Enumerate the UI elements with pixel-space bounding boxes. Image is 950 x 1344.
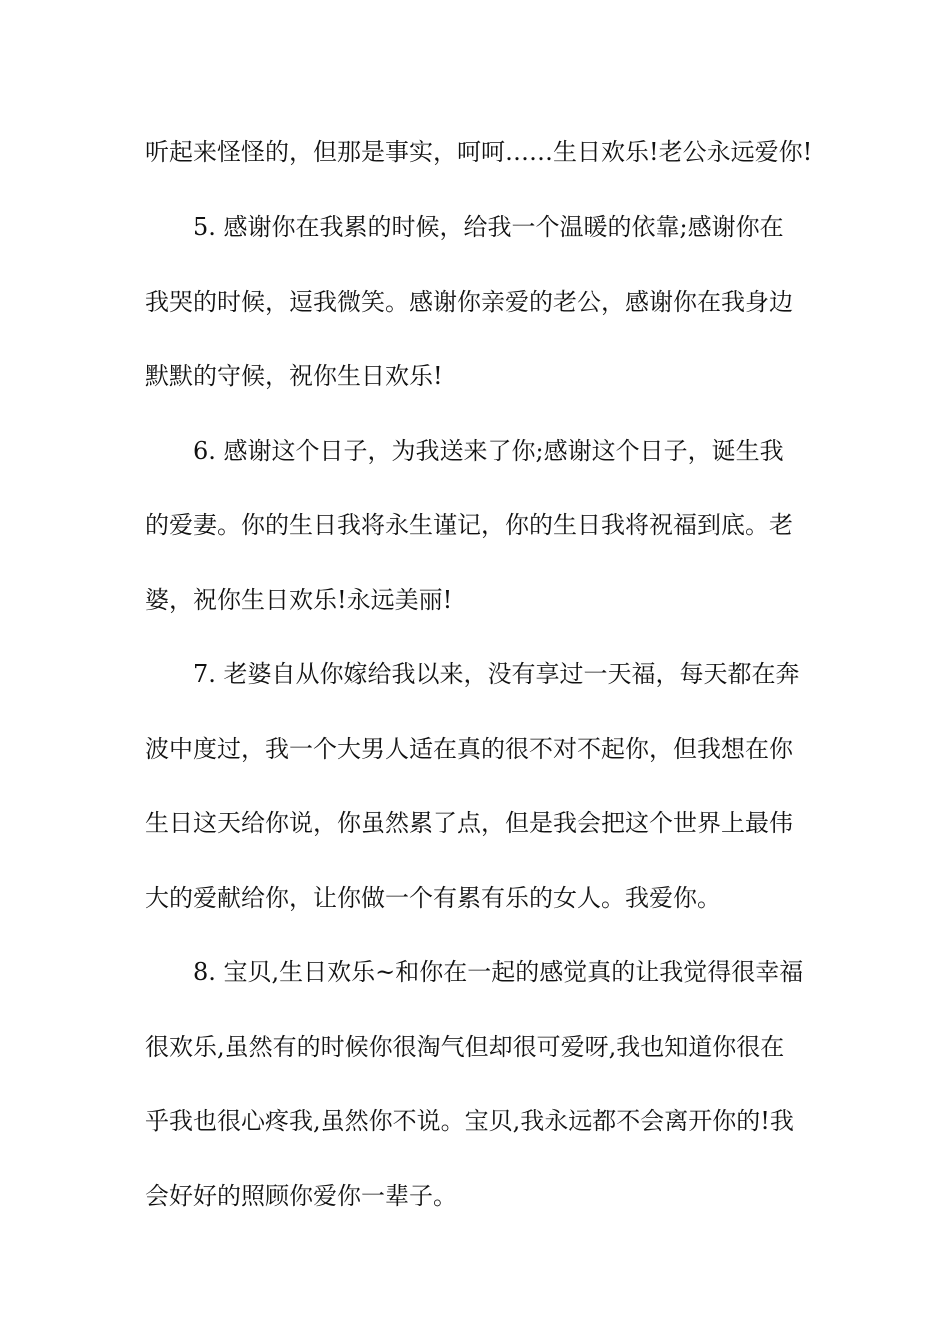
paragraph-6-line-2: 的爱妻。你的生日我将永生谨记，你的生日我将祝福到底。老	[145, 511, 793, 539]
paragraph-8-line-1: 8. 宝贝,生日欢乐~和你在一起的感觉真的让我觉得很幸福	[193, 958, 804, 986]
paragraph-8-line-4: 会好好的照顾你爱你一辈子。	[145, 1182, 457, 1210]
paragraph-7-line-1: 7. 老婆自从你嫁给我以来，没有享过一天福，每天都在奔	[193, 660, 800, 688]
paragraph-7-line-4: 大的爱献给你，让你做一个有累有乐的女人。我爱你。	[145, 884, 721, 912]
paragraph-5-line-2: 我哭的时候，逗我微笑。感谢你亲爱的老公，感谢你在我身边	[145, 288, 793, 316]
paragraph-8-line-2: 很欢乐,虽然有的时候你很淘气但却很可爱呀,我也知道你很在	[145, 1033, 785, 1061]
paragraph-5-line-1: 5. 感谢你在我累的时候，给我一个温暖的依靠;感谢你在	[193, 213, 784, 241]
paragraph-6-line-3: 婆，祝你生日欢乐!永远美丽!	[145, 586, 453, 614]
paragraph-4-line-last: 听起来怪怪的，但那是事实，呵呵……生日欢乐!老公永远爱你!	[145, 138, 813, 166]
paragraph-8-line-3: 乎我也很心疼我,虽然你不说。宝贝,我永远都不会离开你的!我	[145, 1107, 794, 1135]
paragraph-6-line-1: 6. 感谢这个日子，为我送来了你;感谢这个日子，诞生我	[193, 437, 784, 465]
paragraph-7-line-2: 波中度过，我一个大男人适在真的很不对不起你，但我想在你	[145, 735, 793, 763]
paragraph-5-line-3: 默默的守候，祝你生日欢乐!	[145, 362, 443, 390]
paragraph-7-line-3: 生日这天给你说，你虽然累了点，但是我会把这个世界上最伟	[145, 809, 793, 837]
